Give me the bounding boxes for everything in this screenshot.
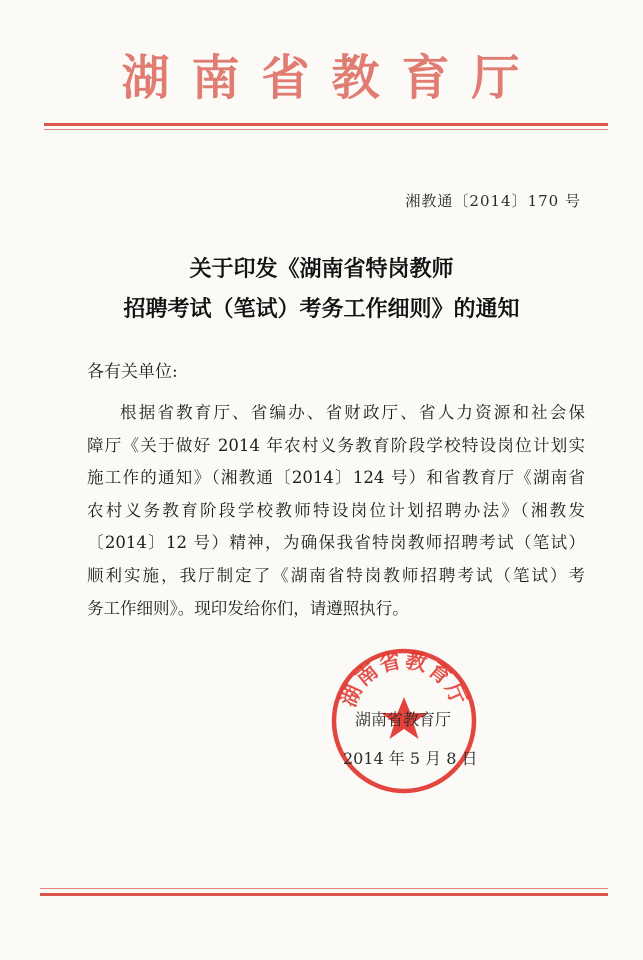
signature-organization: 湖南省教育厅 [355, 710, 452, 729]
salutation: 各有关单位: [87, 362, 178, 382]
body-line: 根据省教育厅、省编办、省财政厅、省人力资源和社会保 [120, 403, 585, 422]
body-line: 务工作细则》。现印发给你们，请遵照执行。 [87, 598, 409, 618]
footer-rule [40, 888, 608, 902]
body-line: 障厅《关于做好 2014 年农村义务教育阶段学校特设岗位计划实 [87, 435, 585, 455]
document-number: 湘教通〔2014〕170 号 [405, 192, 581, 210]
document-title [0, 250, 643, 330]
letterhead-rule [44, 123, 608, 133]
body-line: 施工作的通知》（湘教通〔2014〕124 号）和省教育厅《湖南省 [87, 468, 585, 488]
signature-date: 2014 年 5 月 8 日 [343, 749, 478, 768]
title-line-2: 招聘考试（笔试）考务工作细则》的通知 [123, 297, 520, 322]
rule-thick-line [44, 123, 608, 126]
rule-thin-line [44, 129, 608, 130]
rule-thick-line [40, 893, 608, 896]
body-line: 顺利实施，我厅制定了《湖南省特岗教师招聘考试（笔试）考 [87, 565, 585, 585]
letterhead-title: 湖南省教育厅 [121, 50, 542, 106]
body-paragraph [87, 397, 585, 625]
seal-text: 湖南省教育厅 [336, 648, 472, 711]
body-line: 〔2014〕12 号）精神，为确保我省特岗教师招聘考试（笔试） [87, 533, 585, 553]
rule-thin-line [40, 888, 608, 889]
body-line: 农村义务教育阶段学校教师特设岗位计划招聘办法》（湘教发 [87, 500, 585, 520]
title-line-1: 关于印发《湖南省特岗教师 [189, 257, 454, 282]
